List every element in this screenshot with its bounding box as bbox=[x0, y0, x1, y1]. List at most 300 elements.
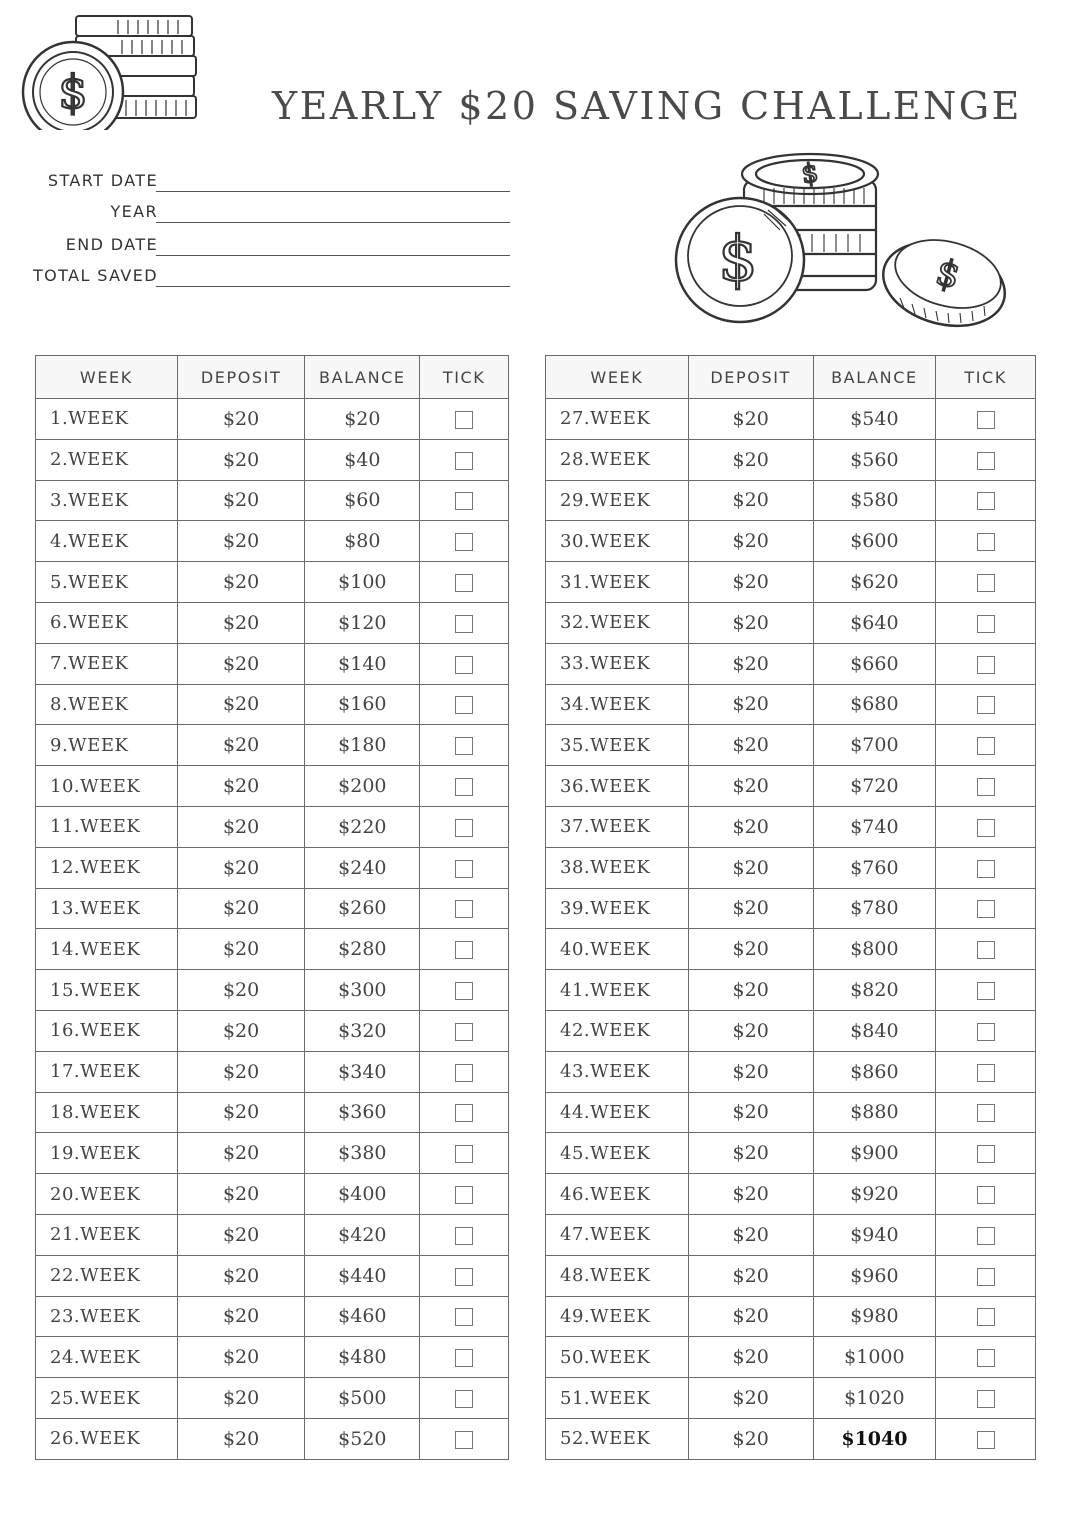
table-row bbox=[546, 766, 1036, 807]
tick-cell bbox=[936, 1378, 1036, 1419]
balance-cell: $360 bbox=[305, 1092, 420, 1133]
balance-cell: $460 bbox=[305, 1296, 420, 1337]
balance-cell: $1040 bbox=[813, 1418, 936, 1459]
tick-cell bbox=[420, 1296, 509, 1337]
tick-checkbox[interactable] bbox=[455, 1064, 473, 1082]
balance-cell: $80 bbox=[305, 521, 420, 562]
tick-cell bbox=[936, 684, 1036, 725]
week-cell: 12.WEEK bbox=[36, 847, 178, 888]
deposit-cell: $20 bbox=[688, 1133, 813, 1174]
table-row bbox=[36, 1378, 509, 1419]
deposit-cell: $20 bbox=[688, 806, 813, 847]
table-row bbox=[36, 725, 509, 766]
tick-checkbox[interactable] bbox=[977, 452, 995, 470]
tick-cell bbox=[420, 1174, 509, 1215]
tick-cell bbox=[936, 1133, 1036, 1174]
tick-checkbox[interactable] bbox=[455, 492, 473, 510]
week-cell: 38.WEEK bbox=[546, 847, 689, 888]
svg-text:$: $ bbox=[799, 157, 821, 191]
field-label: TOTAL SAVED bbox=[33, 266, 158, 285]
week-cell: 20.WEEK bbox=[36, 1174, 178, 1215]
tick-checkbox[interactable] bbox=[977, 819, 995, 837]
tick-cell bbox=[420, 562, 509, 603]
balance-cell: $60 bbox=[305, 480, 420, 521]
week-cell: 33.WEEK bbox=[546, 643, 689, 684]
table-row bbox=[36, 1051, 509, 1092]
tick-cell bbox=[936, 888, 1036, 929]
tick-checkbox[interactable] bbox=[977, 941, 995, 959]
deposit-cell: $20 bbox=[688, 1418, 813, 1459]
tick-cell bbox=[420, 439, 509, 480]
week-cell: 42.WEEK bbox=[546, 1010, 689, 1051]
tick-cell bbox=[420, 1378, 509, 1419]
week-cell: 50.WEEK bbox=[546, 1337, 689, 1378]
table-row bbox=[36, 480, 509, 521]
deposit-cell: $20 bbox=[688, 643, 813, 684]
tick-checkbox[interactable] bbox=[455, 1145, 473, 1163]
tick-cell bbox=[420, 643, 509, 684]
week-cell: 29.WEEK bbox=[546, 480, 689, 521]
balance-cell: $900 bbox=[813, 1133, 936, 1174]
tick-checkbox[interactable] bbox=[977, 1431, 995, 1449]
tick-checkbox[interactable] bbox=[455, 1431, 473, 1449]
week-cell: 10.WEEK bbox=[36, 766, 178, 807]
deposit-cell: $20 bbox=[177, 970, 305, 1011]
tick-cell bbox=[420, 806, 509, 847]
tick-checkbox[interactable] bbox=[455, 778, 473, 796]
tick-checkbox[interactable] bbox=[455, 1104, 473, 1122]
tick-cell bbox=[420, 1214, 509, 1255]
tick-checkbox[interactable] bbox=[455, 411, 473, 429]
tick-cell bbox=[936, 1255, 1036, 1296]
savings-table-weeks-1-26 bbox=[35, 355, 509, 1460]
balance-cell: $520 bbox=[305, 1418, 420, 1459]
tick-cell bbox=[936, 1051, 1036, 1092]
week-cell: 48.WEEK bbox=[546, 1255, 689, 1296]
tick-cell bbox=[936, 521, 1036, 562]
week-cell: 3.WEEK bbox=[36, 480, 178, 521]
week-cell: 23.WEEK bbox=[36, 1296, 178, 1337]
deposit-cell: $20 bbox=[688, 970, 813, 1011]
table-row bbox=[546, 1133, 1036, 1174]
tick-checkbox[interactable] bbox=[977, 737, 995, 755]
deposit-cell: $20 bbox=[177, 1214, 305, 1255]
week-cell: 5.WEEK bbox=[36, 562, 178, 603]
table-row bbox=[546, 562, 1036, 603]
tick-checkbox[interactable] bbox=[455, 574, 473, 592]
tick-cell bbox=[936, 399, 1036, 440]
balance-cell: $40 bbox=[305, 439, 420, 480]
tick-checkbox[interactable] bbox=[455, 1308, 473, 1326]
balance-cell: $220 bbox=[305, 806, 420, 847]
deposit-cell: $20 bbox=[177, 643, 305, 684]
table-row bbox=[546, 1418, 1036, 1459]
svg-text:$: $ bbox=[58, 65, 88, 119]
balance-cell: $820 bbox=[813, 970, 936, 1011]
field-line bbox=[156, 255, 510, 256]
tick-cell bbox=[936, 1337, 1036, 1378]
tick-cell bbox=[936, 1214, 1036, 1255]
tick-checkbox[interactable] bbox=[977, 860, 995, 878]
tick-checkbox[interactable] bbox=[455, 1227, 473, 1245]
balance-cell: $540 bbox=[813, 399, 936, 440]
tick-checkbox[interactable] bbox=[455, 982, 473, 1000]
deposit-cell: $20 bbox=[177, 1133, 305, 1174]
deposit-cell: $20 bbox=[688, 1337, 813, 1378]
week-cell: 45.WEEK bbox=[546, 1133, 689, 1174]
tick-cell bbox=[936, 439, 1036, 480]
table-row bbox=[36, 1418, 509, 1459]
week-cell: 21.WEEK bbox=[36, 1214, 178, 1255]
balance-cell: $320 bbox=[305, 1010, 420, 1051]
week-cell: 6.WEEK bbox=[36, 602, 178, 643]
tick-cell bbox=[420, 521, 509, 562]
table-row bbox=[546, 1378, 1036, 1419]
deposit-cell: $20 bbox=[688, 480, 813, 521]
week-column-header: WEEK bbox=[546, 356, 689, 399]
tick-checkbox[interactable] bbox=[455, 1390, 473, 1408]
deposit-cell: $20 bbox=[177, 1418, 305, 1459]
deposit-cell: $20 bbox=[177, 521, 305, 562]
table-row bbox=[36, 562, 509, 603]
tick-cell bbox=[420, 970, 509, 1011]
balance-cell: $1000 bbox=[813, 1337, 936, 1378]
table-row bbox=[546, 684, 1036, 725]
week-cell: 24.WEEK bbox=[36, 1337, 178, 1378]
table-row bbox=[36, 1337, 509, 1378]
balance-cell: $600 bbox=[813, 521, 936, 562]
table-row bbox=[546, 1092, 1036, 1133]
tick-checkbox[interactable] bbox=[977, 656, 995, 674]
tick-cell bbox=[420, 1092, 509, 1133]
week-cell: 46.WEEK bbox=[546, 1174, 689, 1215]
week-cell: 28.WEEK bbox=[546, 439, 689, 480]
field-label: END DATE bbox=[65, 235, 158, 254]
balance-cell: $140 bbox=[305, 643, 420, 684]
tick-checkbox[interactable] bbox=[977, 1186, 995, 1204]
tick-checkbox[interactable] bbox=[977, 533, 995, 551]
balance-cell: $560 bbox=[813, 439, 936, 480]
week-cell: 13.WEEK bbox=[36, 888, 178, 929]
table-header-row bbox=[546, 356, 1036, 399]
tick-cell bbox=[936, 1174, 1036, 1215]
table-row bbox=[546, 847, 1036, 888]
balance-cell: $380 bbox=[305, 1133, 420, 1174]
table-row bbox=[546, 1051, 1036, 1092]
tick-cell bbox=[936, 643, 1036, 684]
tick-checkbox[interactable] bbox=[977, 574, 995, 592]
deposit-cell: $20 bbox=[177, 888, 305, 929]
balance-cell: $680 bbox=[813, 684, 936, 725]
table-row bbox=[36, 643, 509, 684]
balance-cell: $880 bbox=[813, 1092, 936, 1133]
table-row bbox=[36, 766, 509, 807]
page-title: YEARLY $20 SAVING CHALLENGE bbox=[272, 84, 1022, 128]
balance-cell: $440 bbox=[305, 1255, 420, 1296]
tick-cell bbox=[936, 929, 1036, 970]
table-row bbox=[546, 1296, 1036, 1337]
balance-column-header: BALANCE bbox=[305, 356, 420, 399]
tick-checkbox[interactable] bbox=[977, 1268, 995, 1286]
week-cell: 7.WEEK bbox=[36, 643, 178, 684]
deposit-cell: $20 bbox=[177, 1378, 305, 1419]
week-cell: 51.WEEK bbox=[546, 1378, 689, 1419]
balance-cell: $500 bbox=[305, 1378, 420, 1419]
week-cell: 26.WEEK bbox=[36, 1418, 178, 1459]
tick-checkbox[interactable] bbox=[455, 1023, 473, 1041]
balance-cell: $780 bbox=[813, 888, 936, 929]
week-cell: 16.WEEK bbox=[36, 1010, 178, 1051]
tick-checkbox[interactable] bbox=[977, 1104, 995, 1122]
deposit-cell: $20 bbox=[688, 521, 813, 562]
tick-checkbox[interactable] bbox=[977, 982, 995, 1000]
field-label: YEAR bbox=[110, 202, 158, 221]
tick-cell bbox=[936, 766, 1036, 807]
deposit-column-header: DEPOSIT bbox=[177, 356, 305, 399]
balance-cell: $20 bbox=[305, 399, 420, 440]
week-cell: 18.WEEK bbox=[36, 1092, 178, 1133]
tick-cell bbox=[936, 806, 1036, 847]
table-row bbox=[36, 1255, 509, 1296]
table-row bbox=[546, 521, 1036, 562]
coins-pile-icon bbox=[672, 148, 1012, 338]
deposit-cell: $20 bbox=[688, 888, 813, 929]
tick-checkbox[interactable] bbox=[455, 941, 473, 959]
tick-checkbox[interactable] bbox=[977, 1023, 995, 1041]
table-row bbox=[546, 725, 1036, 766]
balance-cell: $580 bbox=[813, 480, 936, 521]
week-cell: 44.WEEK bbox=[546, 1092, 689, 1133]
balance-cell: $940 bbox=[813, 1214, 936, 1255]
tick-cell bbox=[420, 480, 509, 521]
balance-cell: $240 bbox=[305, 847, 420, 888]
deposit-cell: $20 bbox=[177, 725, 305, 766]
balance-cell: $420 bbox=[305, 1214, 420, 1255]
year-field[interactable] bbox=[0, 199, 520, 223]
balance-cell: $180 bbox=[305, 725, 420, 766]
balance-cell: $340 bbox=[305, 1051, 420, 1092]
tick-checkbox[interactable] bbox=[455, 900, 473, 918]
table-row bbox=[546, 1337, 1036, 1378]
deposit-cell: $20 bbox=[688, 684, 813, 725]
table-row bbox=[546, 1174, 1036, 1215]
balance-cell: $660 bbox=[813, 643, 936, 684]
balance-cell: $100 bbox=[305, 562, 420, 603]
deposit-cell: $20 bbox=[177, 399, 305, 440]
week-cell: 9.WEEK bbox=[36, 725, 178, 766]
week-cell: 52.WEEK bbox=[546, 1418, 689, 1459]
tick-cell bbox=[936, 1092, 1036, 1133]
table-row bbox=[36, 847, 509, 888]
tick-cell bbox=[420, 847, 509, 888]
tick-cell bbox=[420, 725, 509, 766]
week-cell: 32.WEEK bbox=[546, 602, 689, 643]
tick-cell bbox=[420, 602, 509, 643]
week-cell: 14.WEEK bbox=[36, 929, 178, 970]
savings-table-weeks-27-52 bbox=[545, 355, 1036, 1460]
deposit-cell: $20 bbox=[177, 602, 305, 643]
deposit-cell: $20 bbox=[177, 766, 305, 807]
total-saved-field[interactable] bbox=[0, 263, 520, 287]
balance-cell: $720 bbox=[813, 766, 936, 807]
tick-checkbox[interactable] bbox=[977, 411, 995, 429]
week-cell: 39.WEEK bbox=[546, 888, 689, 929]
field-line bbox=[156, 191, 510, 192]
deposit-cell: $20 bbox=[688, 1051, 813, 1092]
tick-cell bbox=[936, 970, 1036, 1011]
deposit-cell: $20 bbox=[688, 847, 813, 888]
tick-cell bbox=[420, 1418, 509, 1459]
tick-cell bbox=[420, 684, 509, 725]
tick-checkbox[interactable] bbox=[455, 1268, 473, 1286]
deposit-column-header: DEPOSIT bbox=[688, 356, 813, 399]
table-row bbox=[546, 970, 1036, 1011]
tick-checkbox[interactable] bbox=[455, 860, 473, 878]
week-cell: 47.WEEK bbox=[546, 1214, 689, 1255]
balance-cell: $840 bbox=[813, 1010, 936, 1051]
table-row bbox=[546, 806, 1036, 847]
week-cell: 11.WEEK bbox=[36, 806, 178, 847]
table-header-row bbox=[36, 356, 509, 399]
table-row bbox=[36, 439, 509, 480]
table-row bbox=[546, 480, 1036, 521]
week-cell: 36.WEEK bbox=[546, 766, 689, 807]
tick-checkbox[interactable] bbox=[455, 1186, 473, 1204]
coin-stack-icon bbox=[18, 12, 198, 130]
balance-column-header: BALANCE bbox=[813, 356, 936, 399]
deposit-cell: $20 bbox=[688, 1174, 813, 1215]
start-date-field[interactable] bbox=[0, 168, 520, 192]
tick-checkbox[interactable] bbox=[977, 1064, 995, 1082]
week-cell: 8.WEEK bbox=[36, 684, 178, 725]
week-cell: 19.WEEK bbox=[36, 1133, 178, 1174]
week-cell: 35.WEEK bbox=[546, 725, 689, 766]
tick-checkbox[interactable] bbox=[977, 778, 995, 796]
balance-cell: $920 bbox=[813, 1174, 936, 1215]
end-date-field[interactable] bbox=[0, 232, 520, 256]
deposit-cell: $20 bbox=[688, 1378, 813, 1419]
deposit-cell: $20 bbox=[177, 1255, 305, 1296]
balance-cell: $1020 bbox=[813, 1378, 936, 1419]
tick-checkbox[interactable] bbox=[977, 615, 995, 633]
tick-cell bbox=[936, 480, 1036, 521]
field-line bbox=[156, 222, 510, 223]
tick-cell bbox=[420, 1010, 509, 1051]
tick-cell bbox=[936, 725, 1036, 766]
deposit-cell: $20 bbox=[177, 439, 305, 480]
table-row bbox=[36, 1174, 509, 1215]
table-row bbox=[546, 1214, 1036, 1255]
table-row bbox=[36, 929, 509, 970]
tick-checkbox[interactable] bbox=[455, 737, 473, 755]
table-row bbox=[36, 1214, 509, 1255]
tick-cell bbox=[936, 847, 1036, 888]
tick-checkbox[interactable] bbox=[455, 452, 473, 470]
balance-cell: $400 bbox=[305, 1174, 420, 1215]
balance-cell: $980 bbox=[813, 1296, 936, 1337]
week-cell: 2.WEEK bbox=[36, 439, 178, 480]
tick-cell bbox=[420, 1133, 509, 1174]
deposit-cell: $20 bbox=[688, 439, 813, 480]
tick-checkbox[interactable] bbox=[977, 1390, 995, 1408]
balance-cell: $480 bbox=[305, 1337, 420, 1378]
tick-checkbox[interactable] bbox=[455, 819, 473, 837]
balance-cell: $700 bbox=[813, 725, 936, 766]
balance-cell: $620 bbox=[813, 562, 936, 603]
deposit-cell: $20 bbox=[177, 1010, 305, 1051]
balance-cell: $860 bbox=[813, 1051, 936, 1092]
table-row bbox=[546, 439, 1036, 480]
balance-cell: $120 bbox=[305, 602, 420, 643]
week-cell: 1.WEEK bbox=[36, 399, 178, 440]
week-cell: 4.WEEK bbox=[36, 521, 178, 562]
tick-cell bbox=[420, 1255, 509, 1296]
tick-checkbox[interactable] bbox=[977, 1308, 995, 1326]
balance-cell: $280 bbox=[305, 929, 420, 970]
deposit-cell: $20 bbox=[177, 480, 305, 521]
tick-checkbox[interactable] bbox=[977, 696, 995, 714]
tick-checkbox[interactable] bbox=[977, 1349, 995, 1367]
svg-text:$: $ bbox=[718, 222, 758, 295]
week-cell: 49.WEEK bbox=[546, 1296, 689, 1337]
tick-cell bbox=[936, 1418, 1036, 1459]
table-row bbox=[36, 602, 509, 643]
week-cell: 41.WEEK bbox=[546, 970, 689, 1011]
deposit-cell: $20 bbox=[177, 1092, 305, 1133]
week-cell: 25.WEEK bbox=[36, 1378, 178, 1419]
deposit-cell: $20 bbox=[177, 684, 305, 725]
table-row bbox=[546, 1010, 1036, 1051]
table-row bbox=[36, 684, 509, 725]
balance-cell: $300 bbox=[305, 970, 420, 1011]
tick-cell bbox=[936, 1010, 1036, 1051]
balance-cell: $640 bbox=[813, 602, 936, 643]
tick-checkbox[interactable] bbox=[977, 492, 995, 510]
deposit-cell: $20 bbox=[177, 847, 305, 888]
balance-cell: $160 bbox=[305, 684, 420, 725]
week-cell: 31.WEEK bbox=[546, 562, 689, 603]
week-cell: 40.WEEK bbox=[546, 929, 689, 970]
tick-checkbox[interactable] bbox=[455, 533, 473, 551]
tick-checkbox[interactable] bbox=[455, 615, 473, 633]
tick-checkbox[interactable] bbox=[455, 656, 473, 674]
deposit-cell: $20 bbox=[177, 1337, 305, 1378]
tick-checkbox[interactable] bbox=[455, 1349, 473, 1367]
table-row bbox=[546, 602, 1036, 643]
deposit-cell: $20 bbox=[688, 1255, 813, 1296]
table-row bbox=[36, 970, 509, 1011]
table-row bbox=[36, 399, 509, 440]
week-column-header: WEEK bbox=[36, 356, 178, 399]
tick-checkbox[interactable] bbox=[977, 1145, 995, 1163]
field-line bbox=[156, 286, 510, 287]
deposit-cell: $20 bbox=[688, 562, 813, 603]
deposit-cell: $20 bbox=[688, 1092, 813, 1133]
tick-checkbox[interactable] bbox=[977, 900, 995, 918]
tick-checkbox[interactable] bbox=[455, 696, 473, 714]
balance-cell: $740 bbox=[813, 806, 936, 847]
tick-cell bbox=[420, 399, 509, 440]
balance-cell: $260 bbox=[305, 888, 420, 929]
tick-column-header: TICK bbox=[936, 356, 1036, 399]
tick-cell bbox=[420, 1051, 509, 1092]
tick-checkbox[interactable] bbox=[977, 1227, 995, 1245]
table-row bbox=[546, 888, 1036, 929]
week-cell: 17.WEEK bbox=[36, 1051, 178, 1092]
table-row bbox=[36, 888, 509, 929]
table-row bbox=[546, 643, 1036, 684]
table-row bbox=[546, 1255, 1036, 1296]
